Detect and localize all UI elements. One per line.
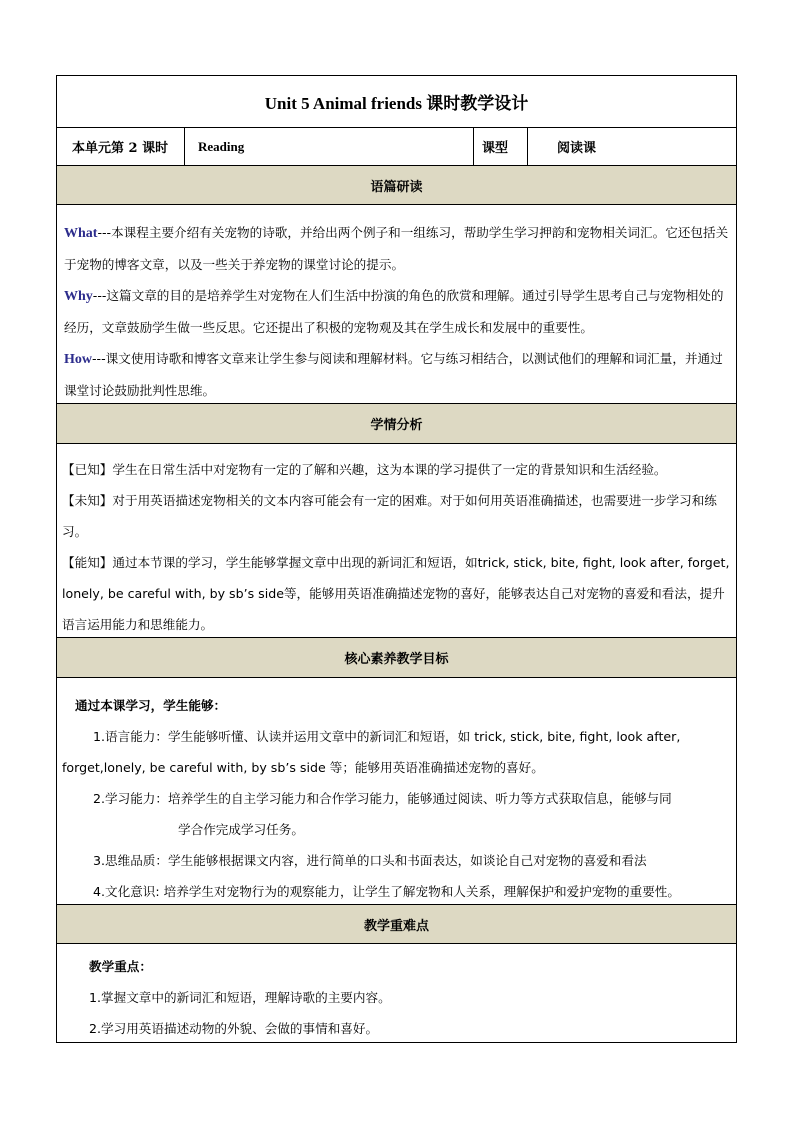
objective-1-line1: 1.语言能力：学生能够听懂、认读并运用文章中的新词汇和短语，如 trick, stick, bite, fight, look after, <box>93 729 681 744</box>
key-points-content <box>57 944 736 1042</box>
what-paragraph <box>64 217 731 280</box>
learner-known: 【已知】学生在日常生活中对宠物有一定的了解和兴趣，这为本课的学习提供了一定的背景知识和生活经验。 <box>62 462 667 477</box>
why-text: ---这篇文章的目的是培养学生对宠物在人们生活中扮演的角色的欣赏和理解。通过引导学生思考自己与宠物相处的经历，文章鼓励学生做一些反思。它还提出了积极的宠物观及其在学生成长和发展中的重要性。 <box>64 288 724 335</box>
why-label: Why <box>64 289 93 304</box>
key-points-heading: 教学重点： <box>89 959 152 974</box>
objectives-content <box>57 678 736 905</box>
learner-unknown: 【未知】对于用英语描述宠物相关的文本内容可能会有一定的困难。对于如何用英语准确描述，也需要进一步学习和练习。 <box>62 493 717 539</box>
section-header-key-points: 教学重难点 <box>57 905 736 944</box>
what-text: ---本课程主要介绍有关宠物的诗歌，并给出两个例子和一组练习，帮助学生学习押韵和宠物相关词汇。它还包括关于宠物的博客文章，以及一些关于养宠物的课堂讨论的提示。 <box>64 225 729 272</box>
what-label: What <box>64 226 98 241</box>
objective-3: 3.思维品质：学生能够根据课文内容，进行简单的口头和书面表达，如谈论自己对宠物的喜爱和看法 <box>93 853 647 868</box>
how-label: How <box>64 352 92 367</box>
section-header-learner: 学情分析 <box>57 404 736 444</box>
objective-1-line2: forget,lonely, be careful with, by sb’s side 等；能够用英语准确描述宠物的喜好。 <box>62 760 544 775</box>
how-paragraph <box>64 343 731 406</box>
type-label: 课型 <box>474 128 528 165</box>
page-title: Unit 5 Animal friends 课时教学设计 <box>264 94 529 113</box>
section-header-text-study: 语篇研读 <box>57 166 736 205</box>
lesson-name: Reading <box>185 128 474 165</box>
key-point-1: 1.掌握文章中的新词汇和短语，理解诗歌的主要内容。 <box>89 990 391 1005</box>
section-header-objectives: 核心素养教学目标 <box>57 638 736 678</box>
objectives-intro: 通过本课学习，学生能够： <box>75 698 227 713</box>
learner-content <box>57 444 736 638</box>
key-point-2: 2.学习用英语描述动物的外貌、会做的事情和喜好。 <box>89 1021 379 1036</box>
why-paragraph <box>64 280 731 343</box>
lesson-number: 本单元第 2 课时 <box>57 128 185 165</box>
objective-4: 4.文化意识: 培养学生对宠物行为的观察能力，让学生了解宠物和人关系，理解保护和爱护宠物的重要性。 <box>93 884 680 899</box>
learner-able: 【能知】通过本节课的学习，学生能够掌握文章中出现的新词汇和短语，如trick, stick, bite, fight, look after, forget, lonely, be careful with, by sb’s side等，能够用英语准确描述宠物的喜好，能够表达自己对宠物的喜爱和看法，提升语言运用能力和思维能力。 <box>62 555 730 632</box>
how-text: ---课文使用诗歌和博客文章来让学生参与阅读和理解材料。它与练习相结合，以测试他们的理解和词汇量，并通过课堂讨论鼓励批判性思维。 <box>64 351 723 398</box>
objective-2-line1: 2.学习能力：培养学生的自主学习能力和合作学习能力，能够通过阅读、听力等方式获取信息，能够与同 <box>93 791 672 806</box>
title-row <box>57 76 736 128</box>
objective-2-line2: 学合作完成学习任务。 <box>178 822 304 837</box>
meta-row <box>57 128 736 166</box>
text-study-content <box>57 205 736 404</box>
lesson-plan-table <box>56 75 737 1043</box>
type-value: 阅读课 <box>557 141 597 156</box>
